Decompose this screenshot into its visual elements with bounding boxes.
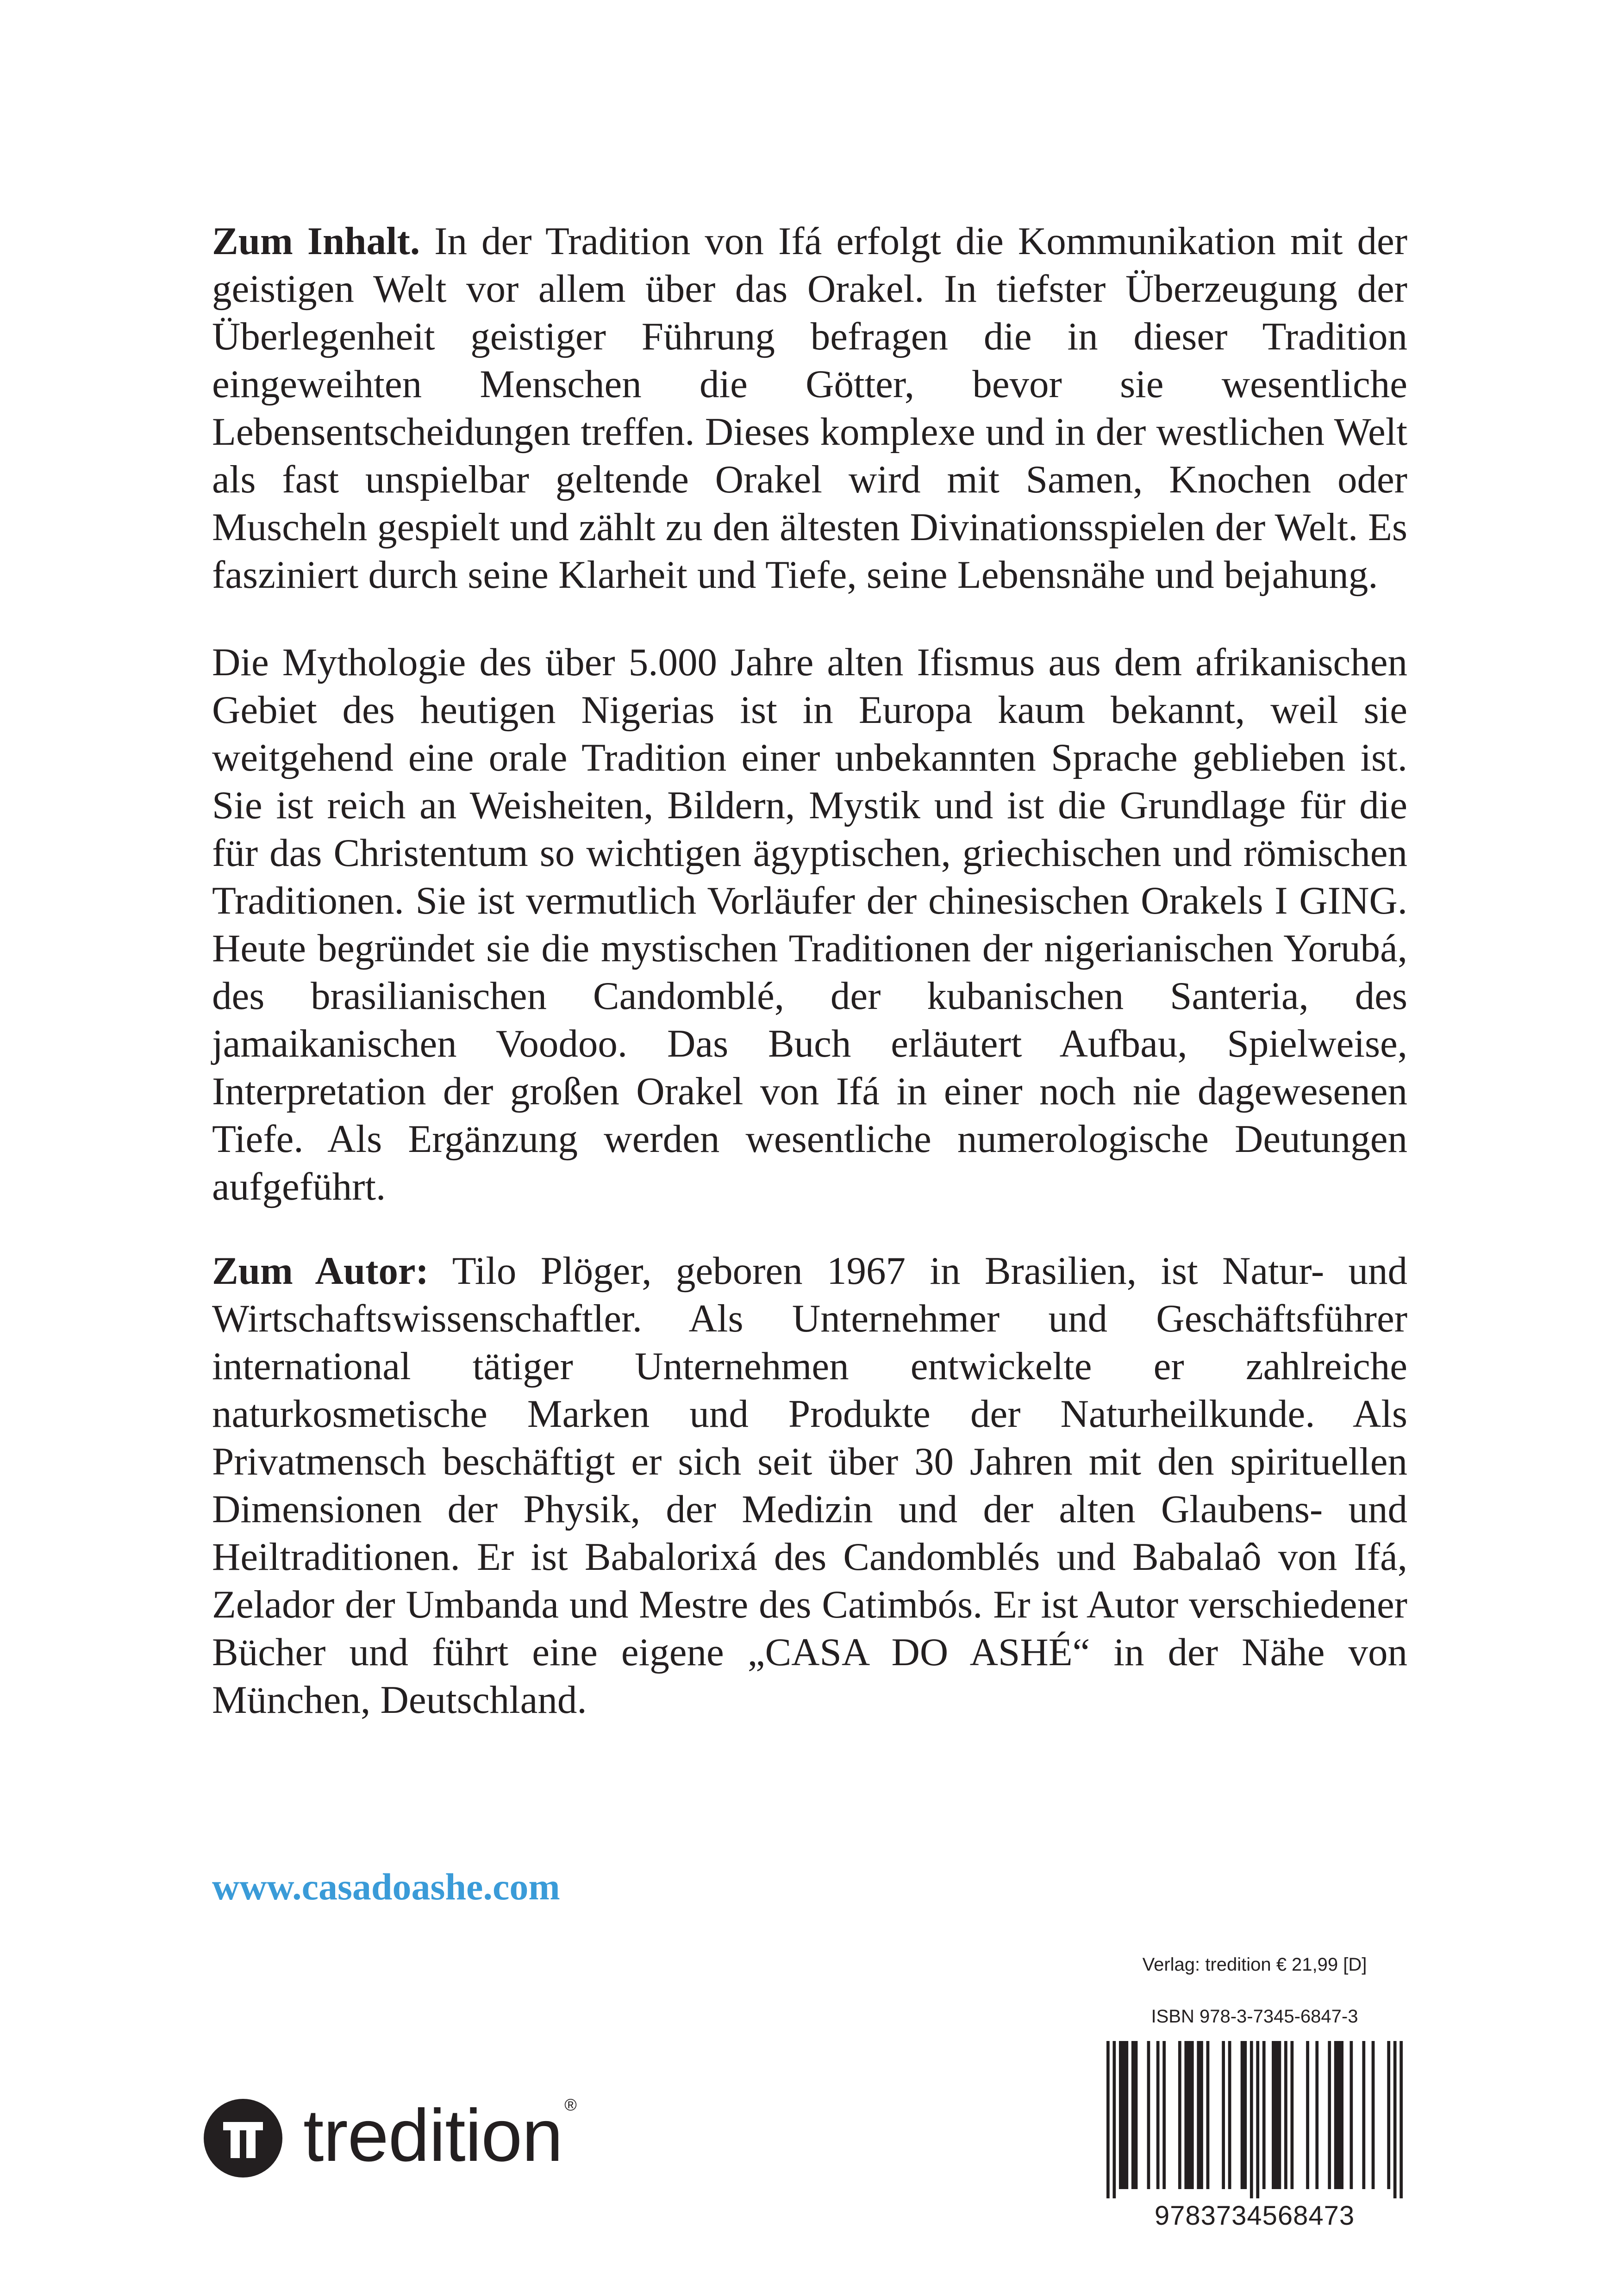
mythology-text: Die Mythologie des über 5.000 Jahre alten Ifismus aus dem afrikanischen Gebiet des heutigen Nigerias ist in Europa kaum bekannt, weil sie weitgehend eine orale Tradition einer unbekannten Sprache geblieben ist. Sie ist reich an Weisheiten, Bildern, Mystik und ist die Grundlage für die für das Christentum so wichtigen ägyptischen, griechischen und römischen Traditionen. Sie ist vermutlich Vorläufer der chinesischen Orakels I GING. Heute begründet sie die mystischen Traditionen der nigerianischen Yorubá, des brasilianischen Candomblé, der kubanischen Santeria, des jamaikanischen Voodoo. Das Buch erläutert Aufbau, Spielweise, Interpretation der großen Orakel von Ifá in einer noch nie dagewesenen Tiefe. Als Ergänzung werden wesentliche numerologische Deutungen aufgeführt.: [212, 641, 1407, 1208]
barcode-bar: [1112, 2041, 1116, 2198]
isbn-line: ISBN 978-3-7345-6847-3: [1151, 2006, 1358, 2027]
publisher-wordmark: tredition: [303, 2094, 563, 2177]
mythology-paragraph: [212, 639, 1407, 1211]
barcode-bar: [1131, 2041, 1137, 2189]
barcode-bar: [1256, 2041, 1259, 2198]
barcode-bar: [1393, 2041, 1397, 2198]
barcode-bar: [1362, 2041, 1365, 2189]
about-author-text: Tilo Plöger, geboren 1967 in Brasilien, ist Natur- und Wirtschaftswissenschaftler. Als Unternehmer und Geschäftsführer international tätiger Unternehmen entwickelte er zahlreiche naturkosmetische Marken und Produkte der Naturheilkunde. Als Privatmensch beschäftigt er sich seit über 30 Jahren mit den spirituellen Dimensionen der Physik, der Medizin und der alten Glaubens- und Heiltraditionen. Er ist Babalorixá des Candomblés und Babalaô von Ifá, Zelador der Umbanda und Mestre des Catimbós. Er ist Autor verschiedener Bücher und führt eine eigene „CASA DO ASHÉ“ in der Nähe von München, Deutschland.: [212, 1249, 1407, 1722]
publisher-logo: [204, 2085, 577, 2191]
about-content-heading: Zum Inhalt.: [212, 219, 420, 263]
barcode-bar: [1228, 2041, 1231, 2189]
barcode-bar: [1162, 2041, 1166, 2189]
tredition-logo-icon: [204, 2099, 282, 2178]
barcode-bar: [1147, 2041, 1150, 2189]
barcode-bar: [1241, 2041, 1247, 2189]
barcode-bar: [1178, 2041, 1181, 2189]
barcode-bar: [1184, 2041, 1193, 2189]
barcode-bar: [1156, 2041, 1160, 2189]
barcode-bar: [1119, 2041, 1128, 2189]
barcode-bar: [1222, 2041, 1225, 2189]
barcode-bar: [1315, 2041, 1318, 2189]
barcode-bar: [1334, 2041, 1343, 2189]
barcode-bar: [1272, 2041, 1281, 2189]
barcode-panel: [1106, 1953, 1403, 2231]
barcode-bar: [1372, 2041, 1375, 2189]
website-link[interactable]: www.casadoashe.com: [212, 1866, 560, 1908]
barcode-bar: [1400, 2041, 1403, 2198]
barcode-digits: 9783734568473: [1154, 2201, 1355, 2231]
barcode-bar: [1387, 2041, 1390, 2189]
registered-mark: ®: [564, 2095, 577, 2114]
barcode-bar: [1350, 2041, 1353, 2189]
about-author-heading: Zum Autor:: [212, 1249, 429, 1293]
barcode: [1106, 2041, 1403, 2198]
barcode-bar: [1250, 2041, 1253, 2198]
about-content-paragraph: [212, 218, 1407, 599]
barcode-bar: [1290, 2041, 1293, 2189]
barcode-bar: [1262, 2041, 1266, 2189]
about-author-paragraph: [212, 1247, 1407, 1724]
barcode-bar: [1284, 2041, 1287, 2189]
about-content-text: In der Tradition von Ifá erfolgt die Kommunikation mit der geistigen Welt vor allem über das Orakel. In tiefster Überzeugung der Überlegenheit geistiger Führung befragen die in dieser Tradition eingeweihten Menschen die Götter, bevor sie wesentliche Lebensentscheidungen treffen. Dieses komplexe und in der westlichen Welt als fast unspielbar geltende Orakel wird mit Samen, Knochen oder Muscheln gespielt und zählt zu den ältesten Divinationsspielen der Welt. Es fasziniert durch seine Klarheit und Tiefe, seine Lebensnähe und bejahung.: [212, 219, 1408, 597]
barcode-bar: [1197, 2041, 1203, 2189]
publisher-price-line: Verlag: tredition € 21,99 [D]: [1142, 1954, 1367, 1975]
barcode-bar: [1106, 2041, 1110, 2198]
barcode-bar: [1206, 2041, 1210, 2189]
barcode-bar: [1328, 2041, 1331, 2189]
barcode-bar: [1306, 2041, 1309, 2189]
